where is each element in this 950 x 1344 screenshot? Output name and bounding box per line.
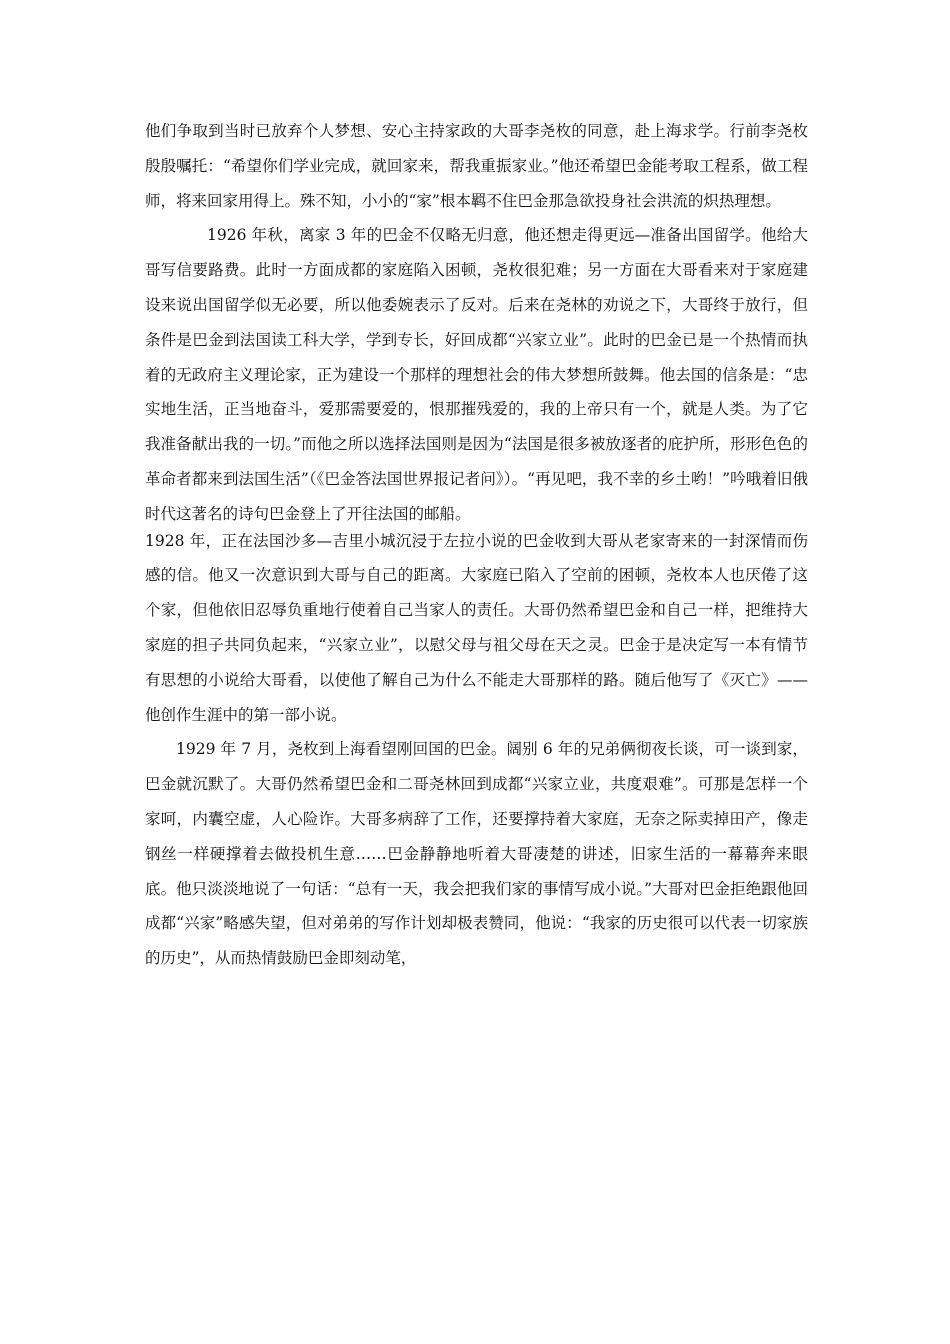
body-text: [145, 114, 808, 976]
paragraph-4: 1929 年 7 月，尧枚到上海看望刚回国的巴金。阔别 6 年的兄弟俩彻夜长谈，可一谈到家，巴金就沉默了。大哥仍然希望巴金和二哥尧林回到成都“兴家立业，共度艰难”。可那是怎样一个家呵，内囊空虚，人心险诈。大哥多病辞了工作，还要撑持着大家庭，无奈之际卖掉田产，像走钢丝一样硬撑着去做投机生意……巴金静静地听着大哥凄楚的讲述，旧家生活的一幕幕奔来眼底。他只淡淡地说了一句话：“总有一天，我会把我们家的事情写成小说。”大哥对巴金拒绝跟他回成都“兴家”略感失望，但对弟弟的写作计划却极表赞同，他说：“我家的历史很可以代表一切家族的历史”，从而热情鼓励巴金即刻动笔，: [145, 740, 808, 968]
paragraph-1: 他们争取到当时已放弃个人梦想、安心主持家政的大哥李尧枚的同意，赴上海求学。行前李尧枚殷殷嘱托：“希望你们学业完成，就回家来，帮我重振家业。”他还希望巴金能考取工程系，做工程师，将来回家用得上。殊不知，小小的“家”根本羁不住巴金那急欲投身社会洪流的炽热理想。: [145, 122, 808, 210]
paragraph-2: 1926 年秋，离家 3 年的巴金不仅略无归意，他还想走得更远—准备出国留学。他给大哥写信要路费。此时一方面成都的家庭陷入困顿，尧枚很犯难；另一方面在大哥看来对于家庭建设来说出国留学似无必要，所以他委婉表示了反对。后来在尧林的劝说之下，大哥终于放行，但条件是巴金到法国读工科大学，学到专长，好回成都“兴家立业”。此时的巴金已是一个热情而执着的无政府主义理论家，正为建设一个那样的理想社会的伟大梦想所鼓舞。他去国的信条是：“忠实地生活，正当地奋斗，爱那需要爱的，恨那摧残爱的，我的上帝只有一个，就是人类。为了它我准备献出我的一切。”而他之所以选择法国则是因为“法国是很多被放逐者的庇护所，形形色色的革命者都来到法国生活”（《巴金答法国世界报记者问》）。“再见吧，我不幸的乡土哟！”吟哦着旧俄时代这著名的诗句巴金登上了开往法国的邮船。: [145, 226, 808, 523]
paragraph-3: 1928 年，正在法国沙多—吉里小城沉浸于左拉小说的巴金收到大哥从老家寄来的一封深情而伤感的信。他又一次意识到大哥与自己的距离。大家庭已陷入了空前的困顿，尧枚本人也厌倦了这个家，但他依旧忍辱负重地行使着自己当家人的责任。大哥仍然希望巴金和自己一样，把维持大家庭的担子共同负起来，“兴家立业”，以慰父母与祖父母在天之灵。巴金于是决定写一本有情节有思想的小说给大哥看，以使他了解自己为什么不能走大哥那样的路。随后他写了《灭亡》——他创作生涯中的第一部小说。: [145, 531, 808, 724]
